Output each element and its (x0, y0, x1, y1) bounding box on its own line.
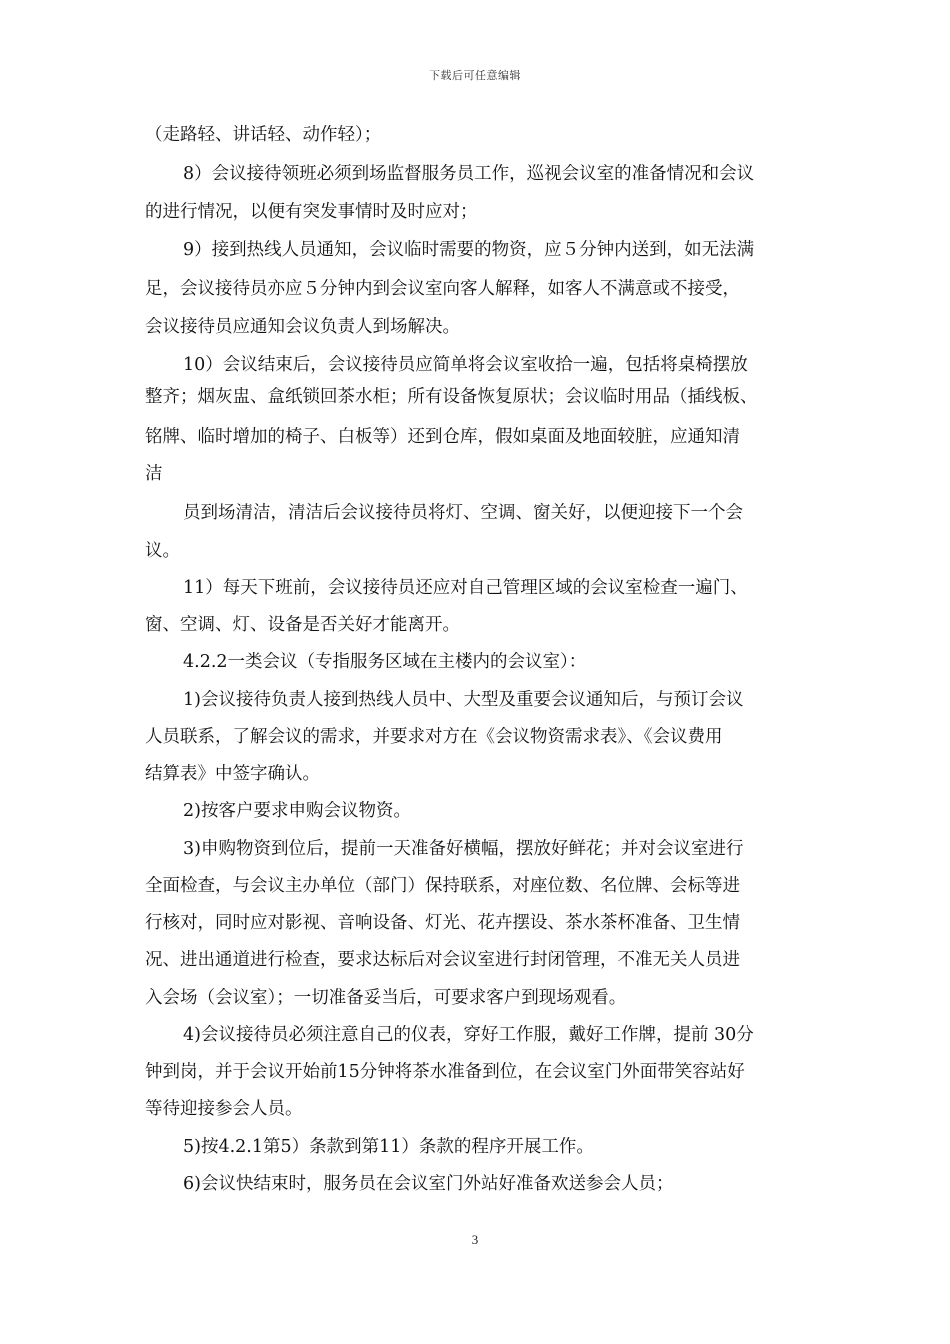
text-line: 会议接待员应通知会议负责人到场解决。 (145, 317, 460, 337)
text-line: 员到场清洁，清洁后会议接待员将灯、空调、窗关好，以便迎接下一个会 (183, 503, 743, 523)
text-line: 8）会议接待领班必须到场监督服务员工作，巡视会议室的准备情况和会议 (183, 164, 755, 184)
text-line: 足，会议接待员亦应５分钟内到会议室向客人解释，如客人不满意或不接受， (145, 279, 740, 299)
text-line: （走路轻、讲话轻、动作轻）； (145, 125, 382, 145)
text-line: 4.2.2一类会议（专指服务区域在主楼内的会议室）： (183, 652, 587, 672)
text-line: 整齐；烟灰盅、盒纸锁回茶水柜；所有设备恢复原状；会议临时用品（插线板、 (145, 387, 758, 407)
text-line: 铭牌、临时增加的椅子、白板等）还到仓库，假如桌面及地面较脏，应通知清 (145, 427, 740, 447)
text-line: 2)按客户要求申购会议物资。 (183, 801, 411, 821)
text-line: 的进行情况，以便有突发事情时及时应对； (145, 202, 478, 222)
text-line: 11）每天下班前，会议接待员还应对自己管理区域的会议室检查一遍门、 (183, 578, 748, 598)
text-line: 3)申购物资到位后，提前一天准备好横幅，摆放好鲜花；并对会议室进行 (183, 839, 744, 859)
text-line: 等待迎接参会人员。 (145, 1099, 303, 1119)
page-number: 3 (471, 1232, 479, 1247)
text-line: 5)按4.2.1第5）条款到第11）条款的程序开展工作。 (183, 1137, 594, 1157)
text-line: 6)会议快结束时，服务员在会议室门外站好准备欢送参会人员； (183, 1174, 674, 1194)
page-header: 下载后可任意编辑 (429, 69, 521, 82)
text-line: 洁 (145, 464, 163, 484)
text-line: 全面检查，与会议主办单位（部门）保持联系，对座位数、名位牌、会标等进 (145, 876, 740, 896)
text-line: 况、进出通道进行检查，要求达标后对会议室进行封闭管理，不准无关人员进 (145, 950, 740, 970)
text-line: 4)会议接待员必须注意自己的仪表，穿好工作服，戴好工作牌，提前 30分 (183, 1025, 754, 1045)
text-line: 窗、空调、灯、设备是否关好才能离开。 (145, 615, 460, 635)
text-line: 10）会议结束后，会议接待员应简单将会议室收拾一遍，包括将桌椅摆放 (183, 355, 748, 375)
text-line: 钟到岗，并于会议开始前15分钟将茶水准备到位，在会议室门外面带笑容站好 (145, 1062, 745, 1082)
text-line: 1)会议接待负责人接到热线人员中、大型及重要会议通知后，与预订会议 (183, 690, 744, 710)
text-line: 9）接到热线人员通知，会议临时需要的物资，应５分钟内送到，如无法满 (183, 240, 755, 260)
text-line: 议。 (145, 541, 180, 561)
text-line: 人员联系，了解会议的需求，并要求对方在《会议物资需求表》、《会议费用 (145, 727, 723, 747)
text-line: 行核对，同时应对影视、音响设备、灯光、花卉摆设、茶水茶杯准备、卫生情 (145, 913, 740, 933)
text-line: 结算表》中签字确认。 (145, 764, 320, 784)
text-line: 入会场（会议室）；一切准备妥当后，可要求客户到现场观看。 (145, 988, 627, 1008)
